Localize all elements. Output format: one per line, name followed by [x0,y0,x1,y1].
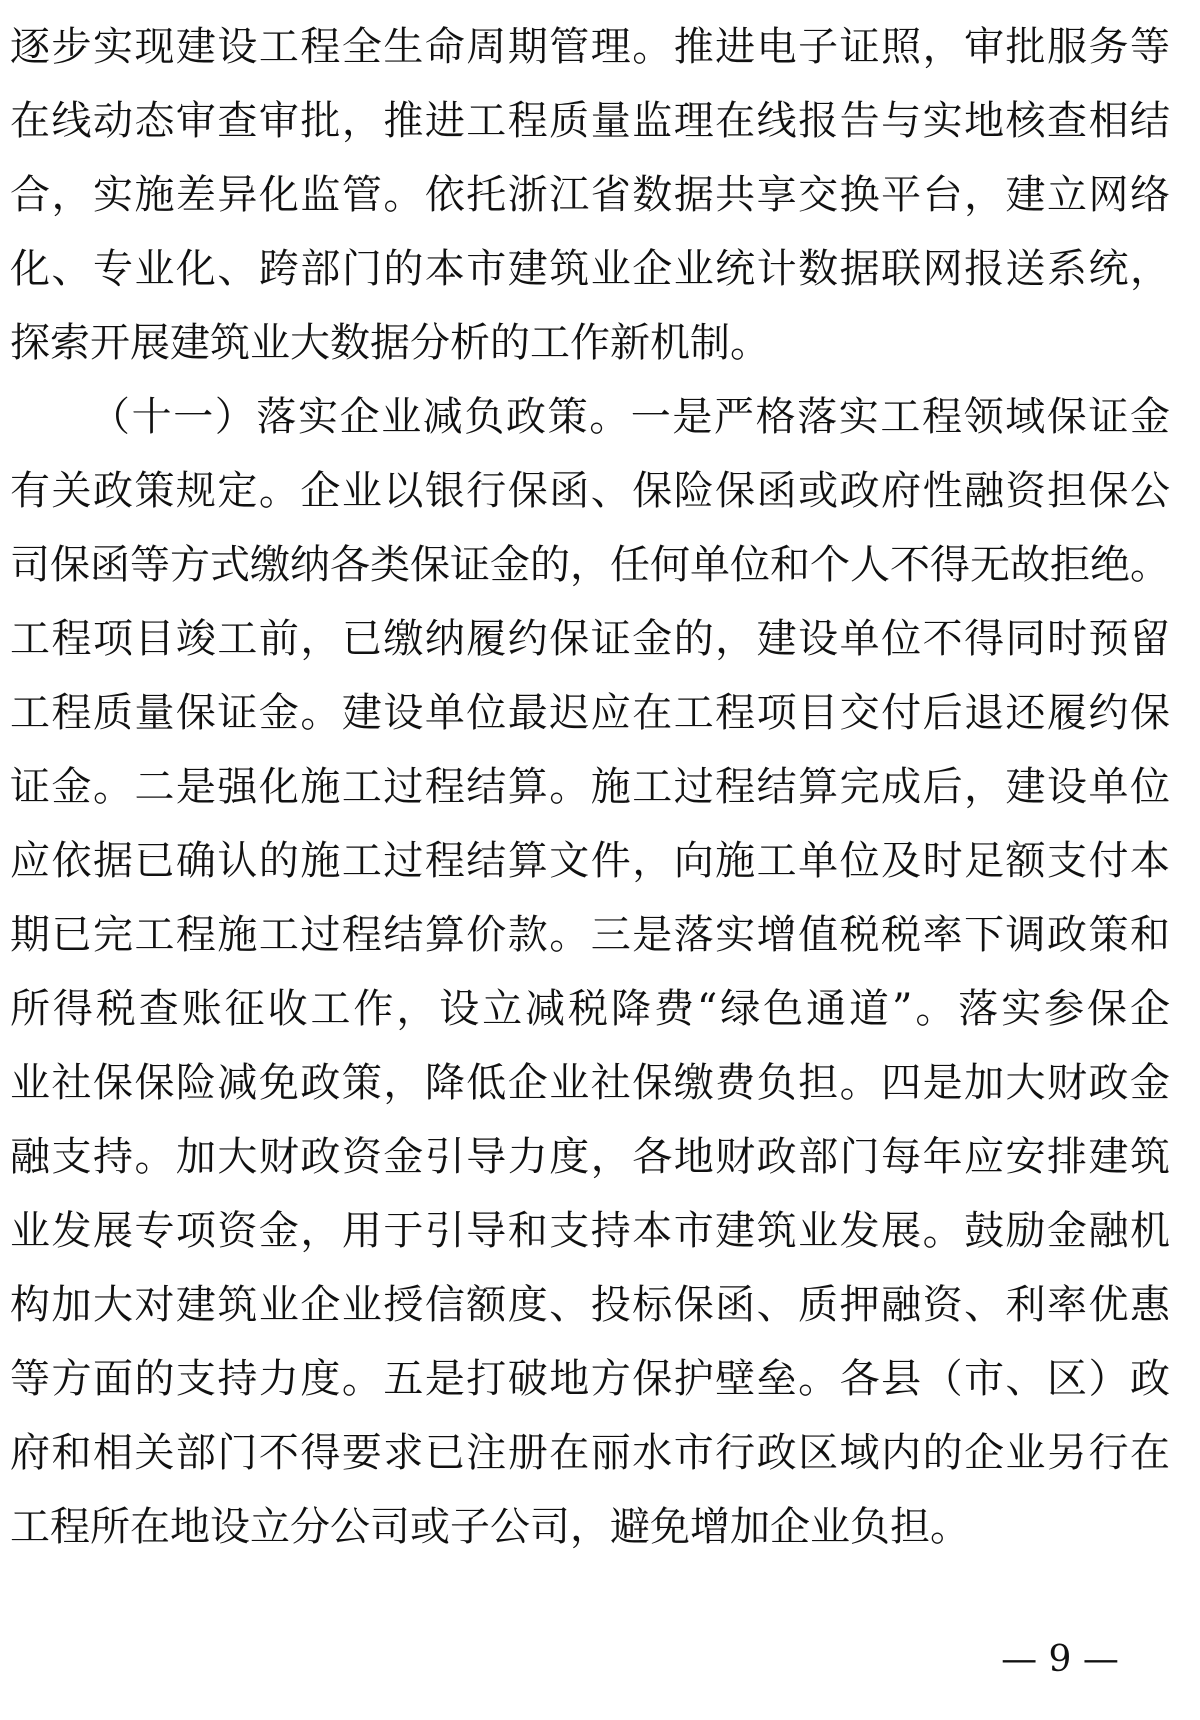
text-line-12: 应依据已确认的施工过程结算文件，向施工单位及时足额支付本 [10,838,1170,884]
text-line-13: 期已完工程施工过程结算价款。三是落实增值税税率下调政策和 [10,912,1170,958]
section-heading-line: （十一）落实企业减负政策。一是严格落实工程领域保证金 [90,394,1170,440]
text-line-15: 业社保保险减免政策，降低企业社保缴费负担。四是加大财政金 [10,1060,1170,1106]
text-line-18: 构加大对建筑业企业授信额度、投标保函、质押融资、利率优惠 [10,1282,1170,1328]
text-line-17: 业发展专项资金，用于引导和支持本市建筑业发展。鼓励金融机 [10,1208,1170,1254]
text-line-4: 化、专业化、跨部门的本市建筑业企业统计数据联网报送系统， [10,246,1170,292]
text-line-7: 有关政策规定。企业以银行保函、保险保函或政府性融资担保公 [10,468,1170,514]
text-line-3: 合，实施差异化监管。依托浙江省数据共享交换平台，建立网络 [10,172,1170,218]
text-line-10: 工程质量保证金。建设单位最迟应在工程项目交付后退还履约保 [10,690,1170,736]
text-line-9: 工程项目竣工前，已缴纳履约保证金的，建设单位不得同时预留 [10,616,1170,662]
text-line-5: 探索开展建筑业大数据分析的工作新机制。 [10,320,770,366]
page-number: — 9 — [1001,1639,1119,1680]
text-line-20: 府和相关部门不得要求已注册在丽水市行政区域内的企业另行在 [10,1430,1170,1476]
text-line-21: 工程所在地设立分公司或子公司，避免增加企业负担。 [10,1504,970,1550]
text-line-2: 在线动态审查审批，推进工程质量监理在线报告与实地核查相结 [10,98,1170,144]
text-line-8: 司保函等方式缴纳各类保证金的，任何单位和个人不得无故拒绝。 [10,542,1170,588]
text-line-16: 融支持。加大财政资金引导力度，各地财政部门每年应安排建筑 [10,1134,1170,1180]
text-line-11: 证金。二是强化施工过程结算。施工过程结算完成后，建设单位 [10,764,1170,810]
text-line-1: 逐步实现建设工程全生命周期管理。推进电子证照，审批服务等 [10,24,1170,70]
text-line-14: 所得税查账征收工作，设立减税降费“绿色通道”。落实参保企 [10,986,1170,1032]
text-line-19: 等方面的支持力度。五是打破地方保护壁垒。各县（市、区）政 [10,1356,1170,1402]
